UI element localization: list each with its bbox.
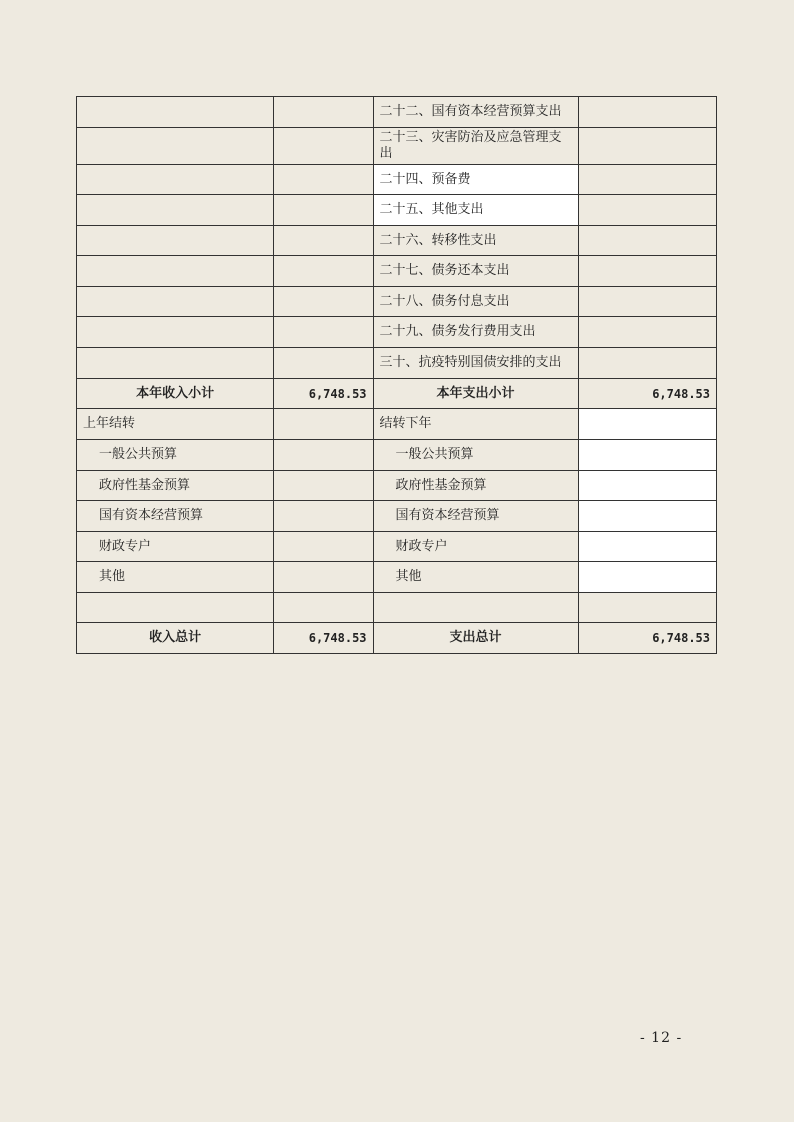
expense-item-label: 二十四、预备费 [373,165,578,195]
table-cell [77,226,274,256]
table-cell [77,165,274,195]
carry-item-row [77,562,717,593]
table-cell [578,226,717,256]
table-cell [274,471,373,501]
carry-income-item: 一般公共预算 [77,440,274,471]
income-subtotal-value: 6,748.53 [274,379,373,409]
carry-forward-expense-label: 结转下年 [373,409,578,440]
table-cell [578,97,717,128]
table-cell [77,97,274,128]
carry-item-row [77,532,717,562]
table-cell [578,532,717,562]
table-row [77,256,717,287]
page-number: - 12 - [640,1030,683,1046]
expense-item-label: 二十七、债务还本支出 [373,256,578,287]
expense-item-label: 二十八、债务付息支出 [373,287,578,317]
carry-item-row [77,471,717,501]
table-cell [274,226,373,256]
table-row [77,317,717,348]
expense-item-label: 二十六、转移性支出 [373,226,578,256]
table-cell [77,287,274,317]
expense-total-value: 6,748.53 [578,623,717,654]
expense-subtotal-label: 本年支出小计 [373,379,578,409]
carry-income-item: 财政专户 [77,532,274,562]
table-row [77,165,717,195]
carry-expense-item: 一般公共预算 [373,440,578,471]
table-cell [77,317,274,348]
table-cell [578,128,717,165]
table-cell [578,348,717,379]
budget-summary-table [76,96,717,654]
expense-item-label: 二十三、灾害防治及应急管理支出 [373,128,578,165]
table-cell [274,317,373,348]
table-cell [578,593,717,623]
table-cell [578,165,717,195]
table-row [77,128,717,165]
table-row [77,287,717,317]
table-cell [274,532,373,562]
table-cell [578,440,717,471]
table-cell [578,317,717,348]
table-cell [274,287,373,317]
carry-income-item: 其他 [77,562,274,593]
carry-header-row [77,409,717,440]
subtotal-row [77,379,717,409]
table-cell [274,440,373,471]
carry-item-row [77,501,717,532]
table-row [77,593,717,623]
income-total-label: 收入总计 [77,623,274,654]
expense-subtotal-value: 6,748.53 [578,379,717,409]
expense-item-label: 二十五、其他支出 [373,195,578,226]
table-row [77,226,717,256]
table-cell [274,128,373,165]
carry-over-income-label: 上年结转 [77,409,274,440]
income-total-value: 6,748.53 [274,623,373,654]
table-cell [578,195,717,226]
expense-item-label: 三十、抗疫特别国债安排的支出 [373,348,578,379]
table-cell [77,256,274,287]
table-cell [274,195,373,226]
table-cell [77,128,274,165]
table-cell [578,562,717,593]
table-cell [274,97,373,128]
carry-item-row [77,440,717,471]
table-cell [274,165,373,195]
carry-income-item: 政府性基金预算 [77,471,274,501]
table-cell [578,471,717,501]
carry-expense-item: 财政专户 [373,532,578,562]
expense-item-label: 二十九、债务发行费用支出 [373,317,578,348]
table-cell [274,409,373,440]
table-row [77,97,717,128]
table-cell [77,593,274,623]
table-cell [274,593,373,623]
table-cell [274,348,373,379]
table-cell [77,195,274,226]
table-cell [578,256,717,287]
table-cell [373,593,578,623]
carry-income-item: 国有资本经营预算 [77,501,274,532]
table-cell [578,501,717,532]
table-cell [274,501,373,532]
table-cell [77,348,274,379]
income-subtotal-label: 本年收入小计 [77,379,274,409]
carry-expense-item: 其他 [373,562,578,593]
table-row [77,348,717,379]
total-row [77,623,717,654]
table-cell [578,409,717,440]
table-cell [578,287,717,317]
carry-expense-item: 国有资本经营预算 [373,501,578,532]
table-cell [274,256,373,287]
table-cell [274,562,373,593]
expense-total-label: 支出总计 [373,623,578,654]
carry-expense-item: 政府性基金预算 [373,471,578,501]
expense-item-label: 二十二、国有资本经营预算支出 [373,97,578,128]
table-row [77,195,717,226]
